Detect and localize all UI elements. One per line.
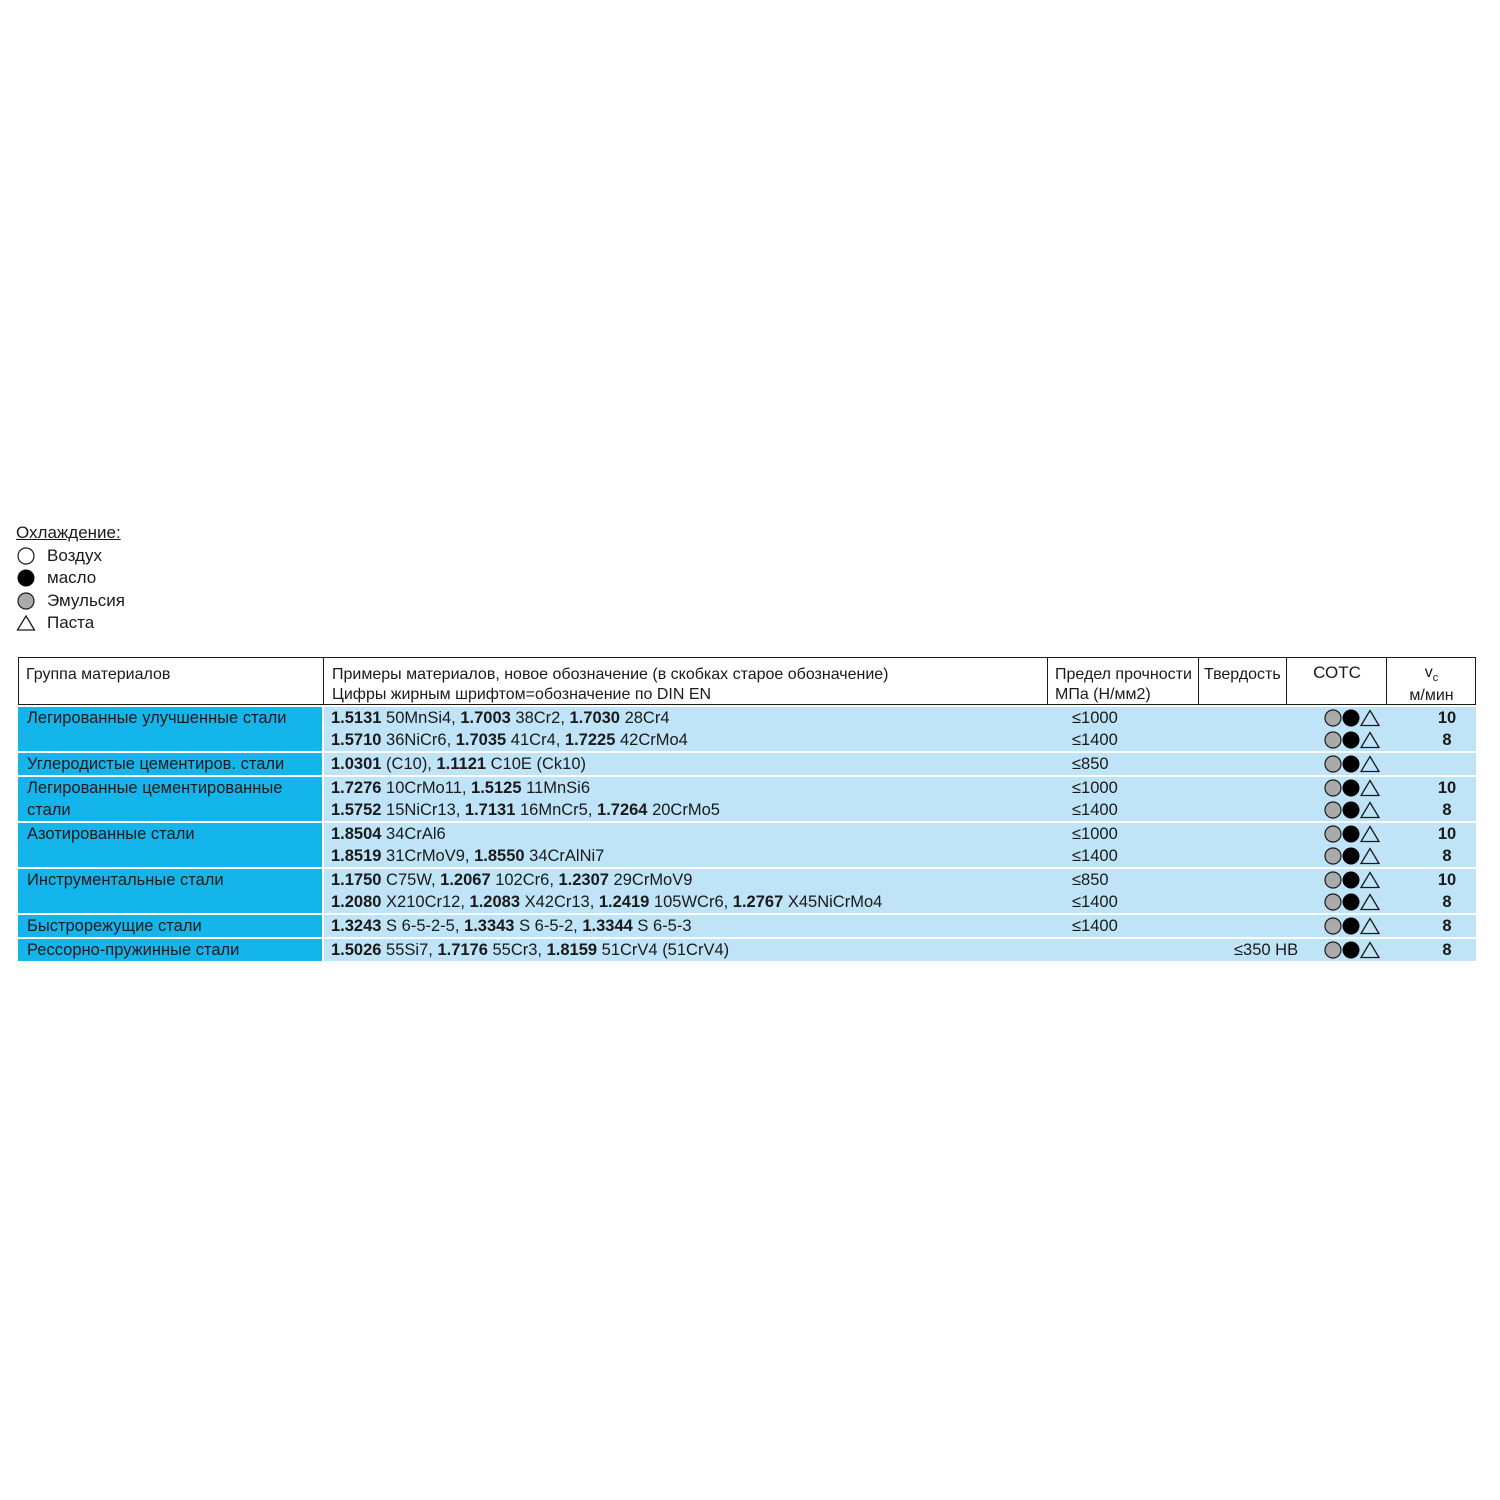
coolant-cell: [1324, 779, 1380, 797]
din-number: 1.0301: [331, 755, 382, 773]
material-designation: (C10),: [381, 755, 437, 773]
filled-circle-icon: [1343, 942, 1360, 959]
strength-cell: ≤1000: [1072, 779, 1118, 797]
material-designation: 11MnSi6: [521, 779, 590, 797]
gray-circle-icon: [1325, 710, 1341, 726]
triangle-icon: [1361, 849, 1379, 864]
table-row: [324, 845, 1476, 867]
header-group: [19, 658, 323, 704]
strength-cell: ≤1000: [1072, 709, 1118, 727]
coolant-icons: [1324, 871, 1380, 889]
legend-label-paste: Паста: [47, 613, 95, 632]
gray-circle-icon: [1325, 756, 1341, 772]
vc-cell: 10: [1437, 779, 1457, 797]
coolant-cell: [1324, 825, 1380, 843]
legend-item-oil: [16, 567, 125, 590]
legend-label-emulsion: Эмульсия: [47, 590, 126, 610]
coolant-cell: [1324, 893, 1380, 911]
din-number: 1.1121: [436, 755, 487, 773]
header-hardness: [1200, 658, 1286, 704]
vc-cell: 8: [1442, 847, 1452, 865]
vc-cell: 8: [1442, 917, 1452, 935]
din-number: 1.7131: [464, 801, 516, 819]
table-header: [18, 657, 1476, 705]
strength-cell: ≤850: [1072, 871, 1109, 889]
material-group: [18, 707, 1476, 751]
strength-cell: ≤1400: [1072, 893, 1118, 911]
din-number: 1.7035: [455, 731, 507, 749]
triangle-icon: [1361, 873, 1379, 888]
table-row: [324, 869, 1476, 891]
filled-circle-icon: [1343, 780, 1360, 797]
strength-cell: ≤1000: [1072, 825, 1118, 843]
group-name: Азотированные стали: [27, 825, 195, 843]
filled-circle-icon: [16, 568, 36, 588]
material-designation: S 6-5-2-5,: [381, 917, 465, 935]
filled-circle-icon: [1343, 918, 1360, 935]
din-number: 1.8159: [546, 941, 598, 959]
material-group: [18, 777, 1476, 821]
vc-cell: 10: [1437, 825, 1457, 843]
triangle-icon: [1361, 803, 1379, 818]
header-strength-line1: Предел прочности: [1055, 666, 1192, 683]
coolant-cell: [1324, 755, 1380, 773]
material-designation: 41Cr4,: [506, 731, 565, 749]
material-designation: 55Si7,: [381, 941, 438, 959]
material-group: [18, 823, 1476, 867]
examples-cell: [331, 845, 604, 867]
legend-label-oil: масло: [47, 568, 97, 587]
legend-label-air: Воздух: [47, 545, 102, 565]
triangle-icon: [1361, 733, 1379, 748]
group-name: Углеродистые цементиров. стали: [27, 755, 285, 773]
examples-cell: [331, 869, 692, 891]
coolant-legend: [16, 522, 125, 635]
coolant-cell: [1324, 709, 1380, 727]
legend-title: Охлаждение:: [16, 523, 121, 542]
header-examples-line2: Цифры жирным шрифтом=обозначение по DIN EN: [332, 686, 712, 703]
table-row: [324, 823, 1476, 845]
gray-circle-icon: [1325, 918, 1341, 934]
gray-circle-icon: [1325, 802, 1341, 818]
table-row: [324, 707, 1476, 729]
group-name: Рессорно-пружинные стали: [27, 941, 240, 959]
material-designation: X210Cr12,: [381, 893, 470, 911]
coolant-icons: [1324, 847, 1380, 865]
vc-cell: 8: [1442, 801, 1452, 819]
table-row: [324, 729, 1476, 751]
din-number: 1.5710: [331, 731, 382, 749]
din-number: 1.3343: [464, 917, 515, 935]
material-group: [18, 753, 1476, 775]
material-designation: S 6-5-3: [632, 917, 692, 935]
din-number: 1.2080: [331, 893, 382, 911]
din-number: 1.8519: [331, 847, 382, 865]
material-group: [18, 915, 1476, 937]
material-designation: 29CrMoV9: [608, 871, 693, 889]
coolant-icons: [1324, 801, 1380, 819]
filled-circle-icon: [1343, 826, 1360, 843]
triangle-icon: [1361, 781, 1379, 796]
material-designation: C10E (Ck10): [486, 755, 586, 773]
material-designation: 38Cr2,: [510, 709, 570, 727]
gray-circle-icon: [16, 591, 36, 611]
din-number: 1.5125: [471, 779, 522, 797]
vc-cell: 8: [1442, 731, 1452, 749]
gray-circle-icon: [1325, 732, 1341, 748]
material-designation: 16MnCr5,: [515, 801, 598, 819]
coolant-cell: [1324, 917, 1380, 935]
strength-cell: ≤1400: [1072, 847, 1118, 865]
material-designation: 51CrV4 (51CrV4): [597, 941, 730, 959]
header-coolant: [1288, 658, 1386, 704]
table-row: [324, 777, 1476, 799]
material-designation: X42Cr13,: [520, 893, 599, 911]
materials-table: [18, 657, 1476, 961]
material-designation: 31CrMoV9,: [381, 847, 475, 865]
table-body: [18, 707, 1476, 961]
header-vc-symbol: v: [1424, 664, 1433, 681]
table-row: [324, 799, 1476, 821]
examples-cell: [331, 753, 586, 775]
coolant-icons: [1324, 755, 1380, 773]
coolant-icons: [1324, 941, 1380, 959]
examples-cell: [331, 939, 729, 961]
din-number: 1.7030: [569, 709, 620, 727]
table-row: [324, 939, 1476, 961]
material-designation: 34CrAl6: [381, 825, 446, 843]
open-circle-icon: [16, 546, 36, 566]
coolant-icons: [1324, 709, 1380, 727]
material-designation: 36NiCr6,: [381, 731, 456, 749]
gray-circle-icon: [1325, 894, 1341, 910]
din-number: 1.3344: [582, 917, 633, 935]
examples-cell: [331, 915, 692, 937]
header-strength: [1049, 658, 1199, 704]
filled-circle-icon: [1343, 802, 1360, 819]
table-row: [324, 915, 1476, 937]
examples-cell: [331, 823, 446, 845]
table-row: [324, 891, 1476, 913]
filled-circle-icon: [1343, 848, 1360, 865]
material-designation: 42CrMo4: [615, 731, 688, 749]
coolant-cell: [1324, 731, 1380, 749]
material-designation: 34CrAlNi7: [524, 847, 605, 865]
coolant-icons: [1324, 731, 1380, 749]
din-number: 1.5131: [331, 709, 382, 727]
group-name: Легированные цементированные стали: [27, 779, 283, 819]
material-group: [18, 939, 1476, 961]
din-number: 1.2067: [440, 871, 491, 889]
material-designation: 20CrMo5: [647, 801, 720, 819]
triangle-icon: [1361, 895, 1379, 910]
vc-cell: 8: [1442, 893, 1452, 911]
gray-circle-icon: [1325, 872, 1341, 888]
header-hardness-label: Твердость: [1204, 666, 1281, 683]
triangle-icon: [1361, 711, 1379, 726]
filled-circle-icon: [1343, 872, 1360, 889]
material-designation: 15NiCr13,: [381, 801, 465, 819]
coolant-cell: [1324, 847, 1380, 865]
triangle-icon: [1361, 919, 1379, 934]
triangle-icon: [1361, 943, 1379, 958]
gray-circle-icon: [1325, 848, 1341, 864]
vc-cell: 8: [1442, 941, 1452, 959]
material-designation: 28Cr4: [619, 709, 670, 727]
filled-circle-icon: [1343, 756, 1360, 773]
material-designation: 50MnSi4,: [381, 709, 461, 727]
din-number: 1.3243: [331, 917, 382, 935]
triangle-icon: [1361, 827, 1379, 842]
material-designation: X45NiCrMo4: [783, 893, 883, 911]
examples-cell: [331, 707, 670, 729]
filled-circle-icon: [1343, 894, 1360, 911]
strength-cell: ≤1400: [1072, 731, 1118, 749]
coolant-cell: [1324, 871, 1380, 889]
header-examples: [325, 658, 1047, 704]
header-examples-line1: Примеры материалов, новое обозначение (в скобках старое обозначение): [332, 666, 889, 683]
triangle-icon: [16, 613, 36, 633]
examples-cell: [331, 777, 590, 799]
header-vc-unit: м/мин: [1409, 687, 1454, 705]
material-designation: C75W,: [381, 871, 441, 889]
header-vc: [1388, 658, 1475, 704]
gray-circle-icon: [1325, 942, 1341, 958]
din-number: 1.5752: [331, 801, 382, 819]
gray-circle-icon: [1325, 826, 1341, 842]
din-number: 1.5026: [331, 941, 382, 959]
legend-item-air: [16, 545, 125, 568]
coolant-icons: [1324, 825, 1380, 843]
header-strength-line2: МПа (Н/мм2): [1055, 686, 1151, 703]
coolant-icons: [1324, 917, 1380, 935]
header-vc-sub: c: [1432, 672, 1439, 685]
header-coolant-label: СОТС: [1313, 663, 1361, 682]
filled-circle-icon: [1343, 732, 1360, 749]
header-group-label: Группа материалов: [26, 666, 171, 683]
strength-cell: ≤850: [1072, 755, 1109, 773]
din-number: 1.7276: [331, 779, 382, 797]
din-number: 1.7264: [597, 801, 648, 819]
coolant-icons: [1324, 893, 1380, 911]
din-number: 1.8504: [331, 825, 382, 843]
coolant-icons: [1324, 779, 1380, 797]
material-designation: 55Cr3,: [487, 941, 547, 959]
strength-cell: ≤1400: [1072, 801, 1118, 819]
strength-cell: ≤1400: [1072, 917, 1118, 935]
din-number: 1.2767: [732, 893, 784, 911]
din-number: 1.2083: [469, 893, 520, 911]
coolant-cell: [1324, 801, 1380, 819]
group-name: Инструментальные стали: [27, 871, 224, 889]
examples-cell: [331, 799, 720, 821]
material-designation: S 6-5-2,: [514, 917, 583, 935]
group-name: Быстрорежущие стали: [27, 917, 202, 935]
din-number: 1.7225: [564, 731, 616, 749]
din-number: 1.7176: [437, 941, 488, 959]
material-designation: 102Cr6,: [490, 871, 559, 889]
din-number: 1.1750: [331, 871, 382, 889]
din-number: 1.2419: [598, 893, 650, 911]
material-designation: 105WCr6,: [649, 893, 733, 911]
material-group: [18, 869, 1476, 913]
table-row: [324, 753, 1476, 775]
din-number: 1.2307: [558, 871, 609, 889]
triangle-icon: [1361, 757, 1379, 772]
vc-cell: 10: [1437, 871, 1457, 889]
examples-cell: [331, 729, 688, 751]
filled-circle-icon: [1343, 710, 1360, 727]
legend-item-emulsion: [16, 590, 125, 613]
coolant-cell: [1324, 941, 1380, 959]
examples-cell: [331, 891, 882, 913]
gray-circle-icon: [1325, 780, 1341, 796]
group-name: Легированные улучшенные стали: [27, 709, 287, 727]
vc-cell: 10: [1437, 709, 1457, 727]
material-designation: 10CrMo11,: [381, 779, 472, 797]
din-number: 1.7003: [460, 709, 511, 727]
legend-item-paste: [16, 612, 125, 635]
hardness-cell: ≤350 HB: [1234, 941, 1299, 959]
din-number: 1.8550: [474, 847, 525, 865]
